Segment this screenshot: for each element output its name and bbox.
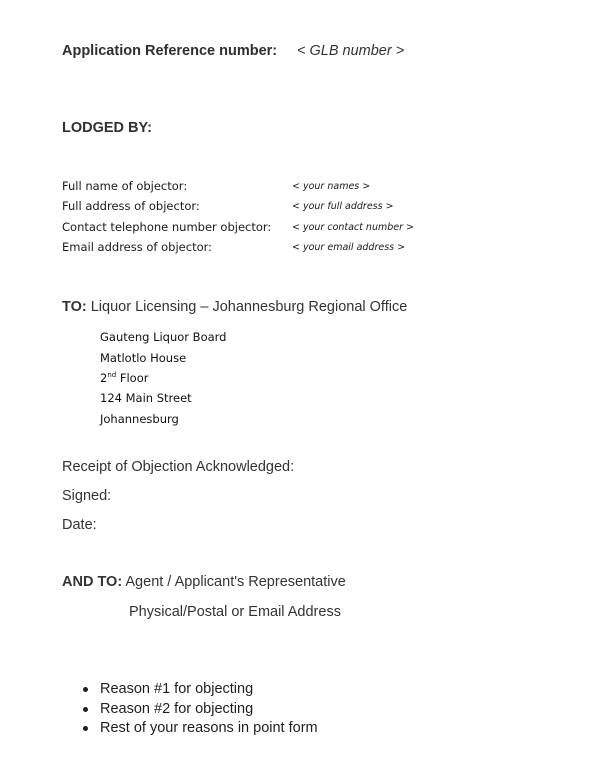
address-line-city: Johannesburg — [100, 412, 179, 426]
full-address-label: Full address of objector: — [62, 199, 200, 213]
and-to-recipient: Agent / Applicant's Representative — [125, 574, 346, 590]
bullet-icon — [83, 726, 88, 731]
list-item — [100, 700, 318, 720]
list-item — [100, 719, 318, 739]
reason-text: Rest of your reasons in point form — [100, 720, 318, 736]
application-reference-value: < GLB number > — [297, 43, 405, 59]
full-address-value: < your full address > — [292, 201, 394, 212]
and-to-address-line: Physical/Postal or Email Address — [129, 604, 341, 620]
reason-text: Reason #2 for objecting — [100, 700, 254, 717]
reasons-list — [100, 680, 318, 739]
application-reference-label: Application Reference number: — [62, 43, 278, 59]
full-name-label: Full name of objector: — [62, 179, 188, 193]
email-address-value: < your email address > — [292, 242, 406, 253]
to-line — [62, 299, 407, 315]
contact-number-value: < your contact number > — [292, 222, 414, 233]
address-line-floor — [100, 371, 149, 385]
reason-text: Reason #1 for objecting — [100, 681, 254, 697]
date-label: Date: — [62, 517, 97, 533]
full-name-value: < your names > — [292, 181, 371, 192]
and-to-prefix: AND TO: — [62, 574, 123, 590]
and-to-line — [62, 574, 346, 590]
to-recipient: Liquor Licensing – Johannesburg Regional Office — [90, 299, 408, 315]
bullet-icon — [83, 707, 88, 712]
floor-number: 2 — [100, 371, 108, 385]
address-line-street: 124 Main Street — [100, 391, 192, 405]
address-line-board: Gauteng Liquor Board — [100, 330, 227, 344]
to-prefix: TO: — [62, 299, 87, 315]
list-item — [100, 680, 318, 700]
address-line-house: Matlotlo House — [100, 351, 187, 365]
lodged-by-heading: LODGED BY: — [62, 120, 152, 136]
floor-word: Floor — [119, 371, 149, 385]
floor-suffix: nd — [107, 371, 117, 379]
contact-number-label: Contact telephone number objector: — [62, 220, 272, 234]
bullet-icon — [83, 687, 88, 692]
receipt-acknowledged: Receipt of Objection Acknowledged: — [62, 459, 295, 475]
email-address-label: Email address of objector: — [62, 240, 213, 254]
signed-label: Signed: — [62, 488, 112, 504]
